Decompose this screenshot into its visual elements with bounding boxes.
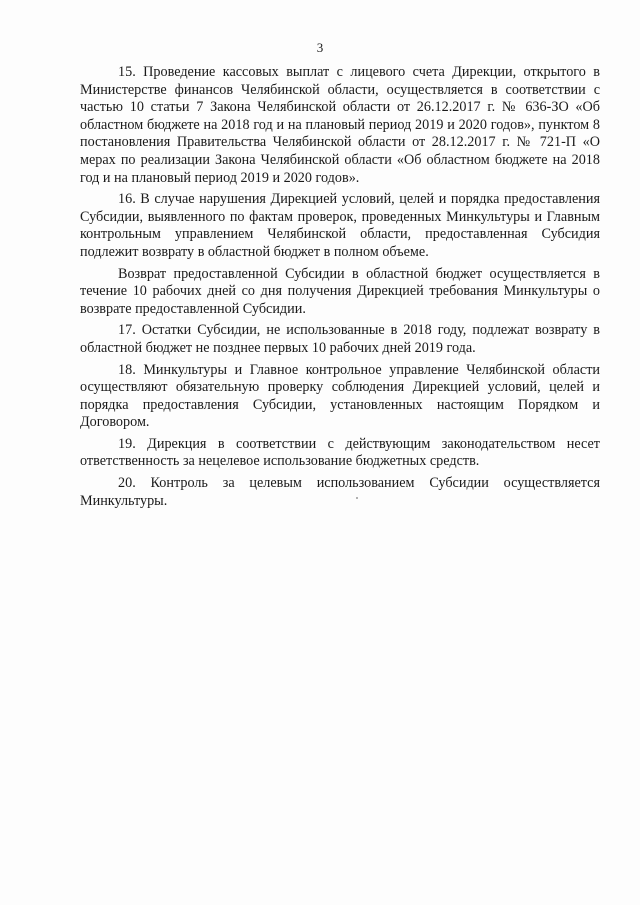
paragraph-17: 17. Остатки Субсидии, не использованные в 2018 году, подлежат возврату в областной бюджет не позднее первых 10 рабочих дней 2019 года. bbox=[80, 322, 600, 356]
paragraph-20: 20. Контроль за целевым использованием Субсидии осуществляется Минкультуры. bbox=[80, 475, 600, 509]
paragraph-16: 16. В случае нарушения Дирекцией условий, целей и порядка предоставления Субсидии, выявленного по фактам проверок, проведенных Минкультуры и Главным контрольным управлением Челябинской области, предоставленная Субсидия подлежит возврату в областной бюджет в полном объеме. bbox=[80, 191, 600, 260]
page-number: 3 bbox=[316, 40, 324, 55]
scan-speck bbox=[356, 497, 358, 499]
paragraph-19: 19. Дирекция в соответствии с действующим законодательством несет ответственность за нецелевое использование бюджетных средств. bbox=[80, 435, 600, 470]
document-body bbox=[80, 64, 600, 514]
paragraph-15: 15. Проведение кассовых выплат с лицевого счета Дирекции, открытого в Министерстве финансов Челябинской области, осуществляется в соответствии с частью 10 статьи 7 Закона Челябинской области от 26.12.2017 г. № 636-ЗО «Об областном бюджете на 2018 год и на плановый период 2019 и 2020 годов», пунктом 8 постановления Правительства Челябинской области от 28.12.2017 г. № 721-П «О мерах по реализации Закона Челябинской области «Об областном бюджете на 2018 год и на плановый период 2019 и 2020 годов». bbox=[80, 64, 600, 186]
paragraph-18: 18. Минкультуры и Главное контрольное управление Челябинской области осуществляют обязательную проверку соблюдения Дирекцией условий, целей и порядка предоставления Субсидии, установленных настоящим Порядком и Договором. bbox=[80, 361, 600, 431]
paragraph-16-return: Возврат предоставленной Субсидии в областной бюджет осуществляется в течение 10 рабочих дней со дня получения Дирекцией требования Минкультуры о возврате предоставленной Субсидии. bbox=[80, 265, 600, 317]
